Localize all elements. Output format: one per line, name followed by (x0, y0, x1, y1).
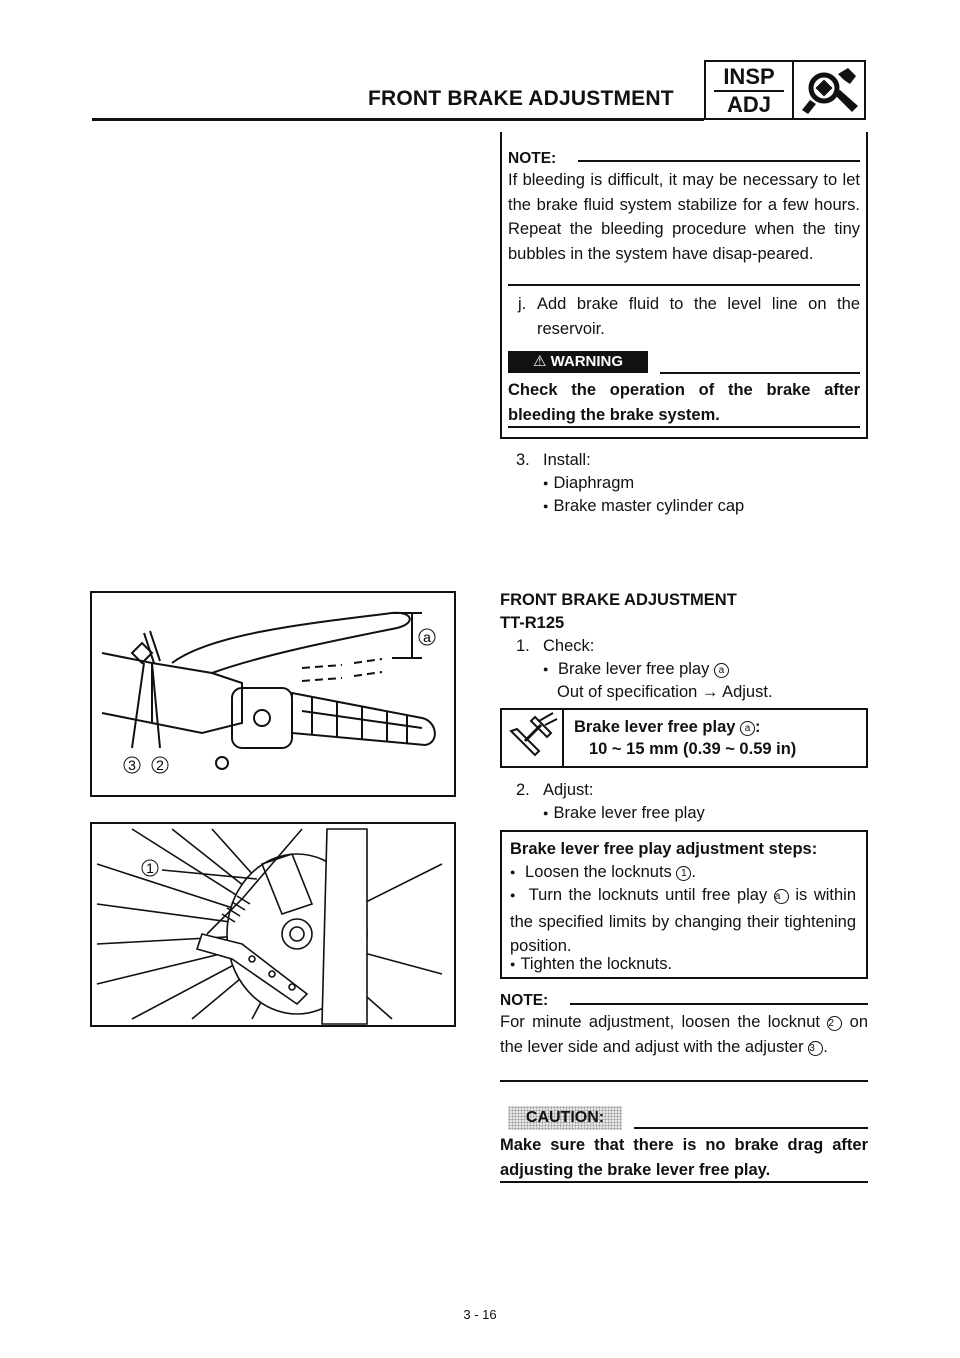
note1-rule-top (578, 160, 860, 162)
steps-item-3: ● Tighten the locknuts. (510, 952, 672, 979)
insp-adj-badge (704, 60, 866, 120)
ref-a-marker-2: a (774, 889, 789, 904)
badge-line1: INSP (714, 64, 784, 92)
frame-left-border (500, 132, 502, 439)
frame-bottom-border (500, 437, 868, 439)
brake-lever-illustration (92, 593, 454, 795)
page-title: FRONT BRAKE ADJUSTMENT (368, 87, 674, 110)
note2-text-pre: For minute adjustment, loosen the locknut (500, 1013, 820, 1031)
note1-label: NOTE: (508, 150, 557, 167)
step-j-text: Add brake fluid to the level line on the reservoir. (537, 295, 860, 338)
check-item-text: Brake lever free play (558, 660, 710, 678)
steps-item-1-text: Loosen the locknuts (525, 863, 672, 881)
check-label: Check: (543, 637, 595, 655)
ref-a-marker: a (714, 663, 729, 678)
steps-item-2-post: is within the specified limits by changing their tightening position. (510, 886, 857, 955)
wrench-icon (794, 64, 864, 116)
install-label: Install: (543, 451, 591, 469)
install-item-diaphragm: ● Diaphragm (543, 471, 634, 498)
header-rule (92, 118, 704, 121)
section-title: FRONT BRAKE ADJUSTMENT (500, 591, 737, 609)
check-number: 1. (516, 637, 530, 655)
adjust-label: Adjust: (543, 781, 594, 799)
note1-text: If bleeding is difficult, it may be necessary to let the brake fluid system stabilize for a few hours. Repeat the bleeding procedure when the tiny bubbles in the system have disap-peared. (508, 171, 860, 263)
adjust-number: 2. (516, 781, 530, 799)
note2-rule-top (570, 1003, 868, 1005)
spec-ref-a: a (740, 721, 755, 736)
caution-text: Make sure that there is no brake drag after adjusting the brake lever free play. (500, 1136, 868, 1179)
spec-label (574, 715, 761, 740)
ref-2-marker: 2 (827, 1016, 842, 1031)
step-j-marker: j. (518, 295, 527, 313)
figure-brake-hub (90, 822, 456, 1027)
note2-text-mid: on the lever side and adjust with the adjuster (500, 1013, 868, 1056)
warning-label (508, 351, 648, 373)
frame-right-border (866, 132, 868, 439)
adjust-item: ● Brake lever free play (543, 801, 705, 828)
spec-label-text: Brake lever free play (574, 718, 736, 736)
steps-item-2-pre: Turn the locknuts until free play (528, 886, 768, 904)
note2-label: NOTE: (500, 992, 549, 1009)
install-item-cap: ● Brake master cylinder cap (543, 494, 744, 521)
section-model: TT-R125 (500, 614, 565, 632)
warning-label-text: WARNING (550, 353, 624, 370)
note2-text-post: . (823, 1037, 828, 1056)
note1-rule-bottom (508, 284, 860, 286)
page-number: 3 - 16 (463, 1307, 497, 1322)
install-number: 3. (516, 451, 530, 469)
callout-a: a (423, 629, 431, 645)
note2-rule-bottom (500, 1080, 868, 1082)
brake-hub-illustration (92, 824, 454, 1025)
ref-1-marker: 1 (676, 866, 691, 881)
warning-text: Check the operation of the brake after bleeding the brake system. (508, 381, 860, 424)
caliper-icon (505, 711, 559, 765)
callout-2: 2 (156, 757, 164, 773)
callout-1: 1 (146, 860, 154, 876)
badge-text (706, 62, 794, 118)
spec-colon: : (755, 718, 761, 736)
steps-item-2 (510, 883, 856, 959)
badge-line2: ADJ (726, 92, 771, 117)
caution-rule-top (634, 1127, 868, 1129)
note2-text (500, 1010, 868, 1059)
ref-3-marker: 3 (808, 1041, 823, 1056)
warning-rule-top (660, 372, 860, 374)
warning-rule-bottom (508, 426, 860, 428)
figure-brake-lever (90, 591, 456, 797)
steps-item-1-period: . (691, 863, 696, 881)
spec-value: 10 ~ 15 mm (0.39 ~ 0.59 in) (589, 740, 797, 758)
caution-rule-bottom (500, 1181, 868, 1183)
caution-label: CAUTION: (508, 1106, 622, 1130)
steps-title: Brake lever free play adjustment steps: (510, 840, 818, 858)
check-outcome: Out of specification → Adjust. (557, 683, 773, 701)
callout-3: 3 (128, 757, 136, 773)
warning-icon: ⚠ (532, 353, 547, 370)
spec-box-divider (562, 708, 564, 768)
